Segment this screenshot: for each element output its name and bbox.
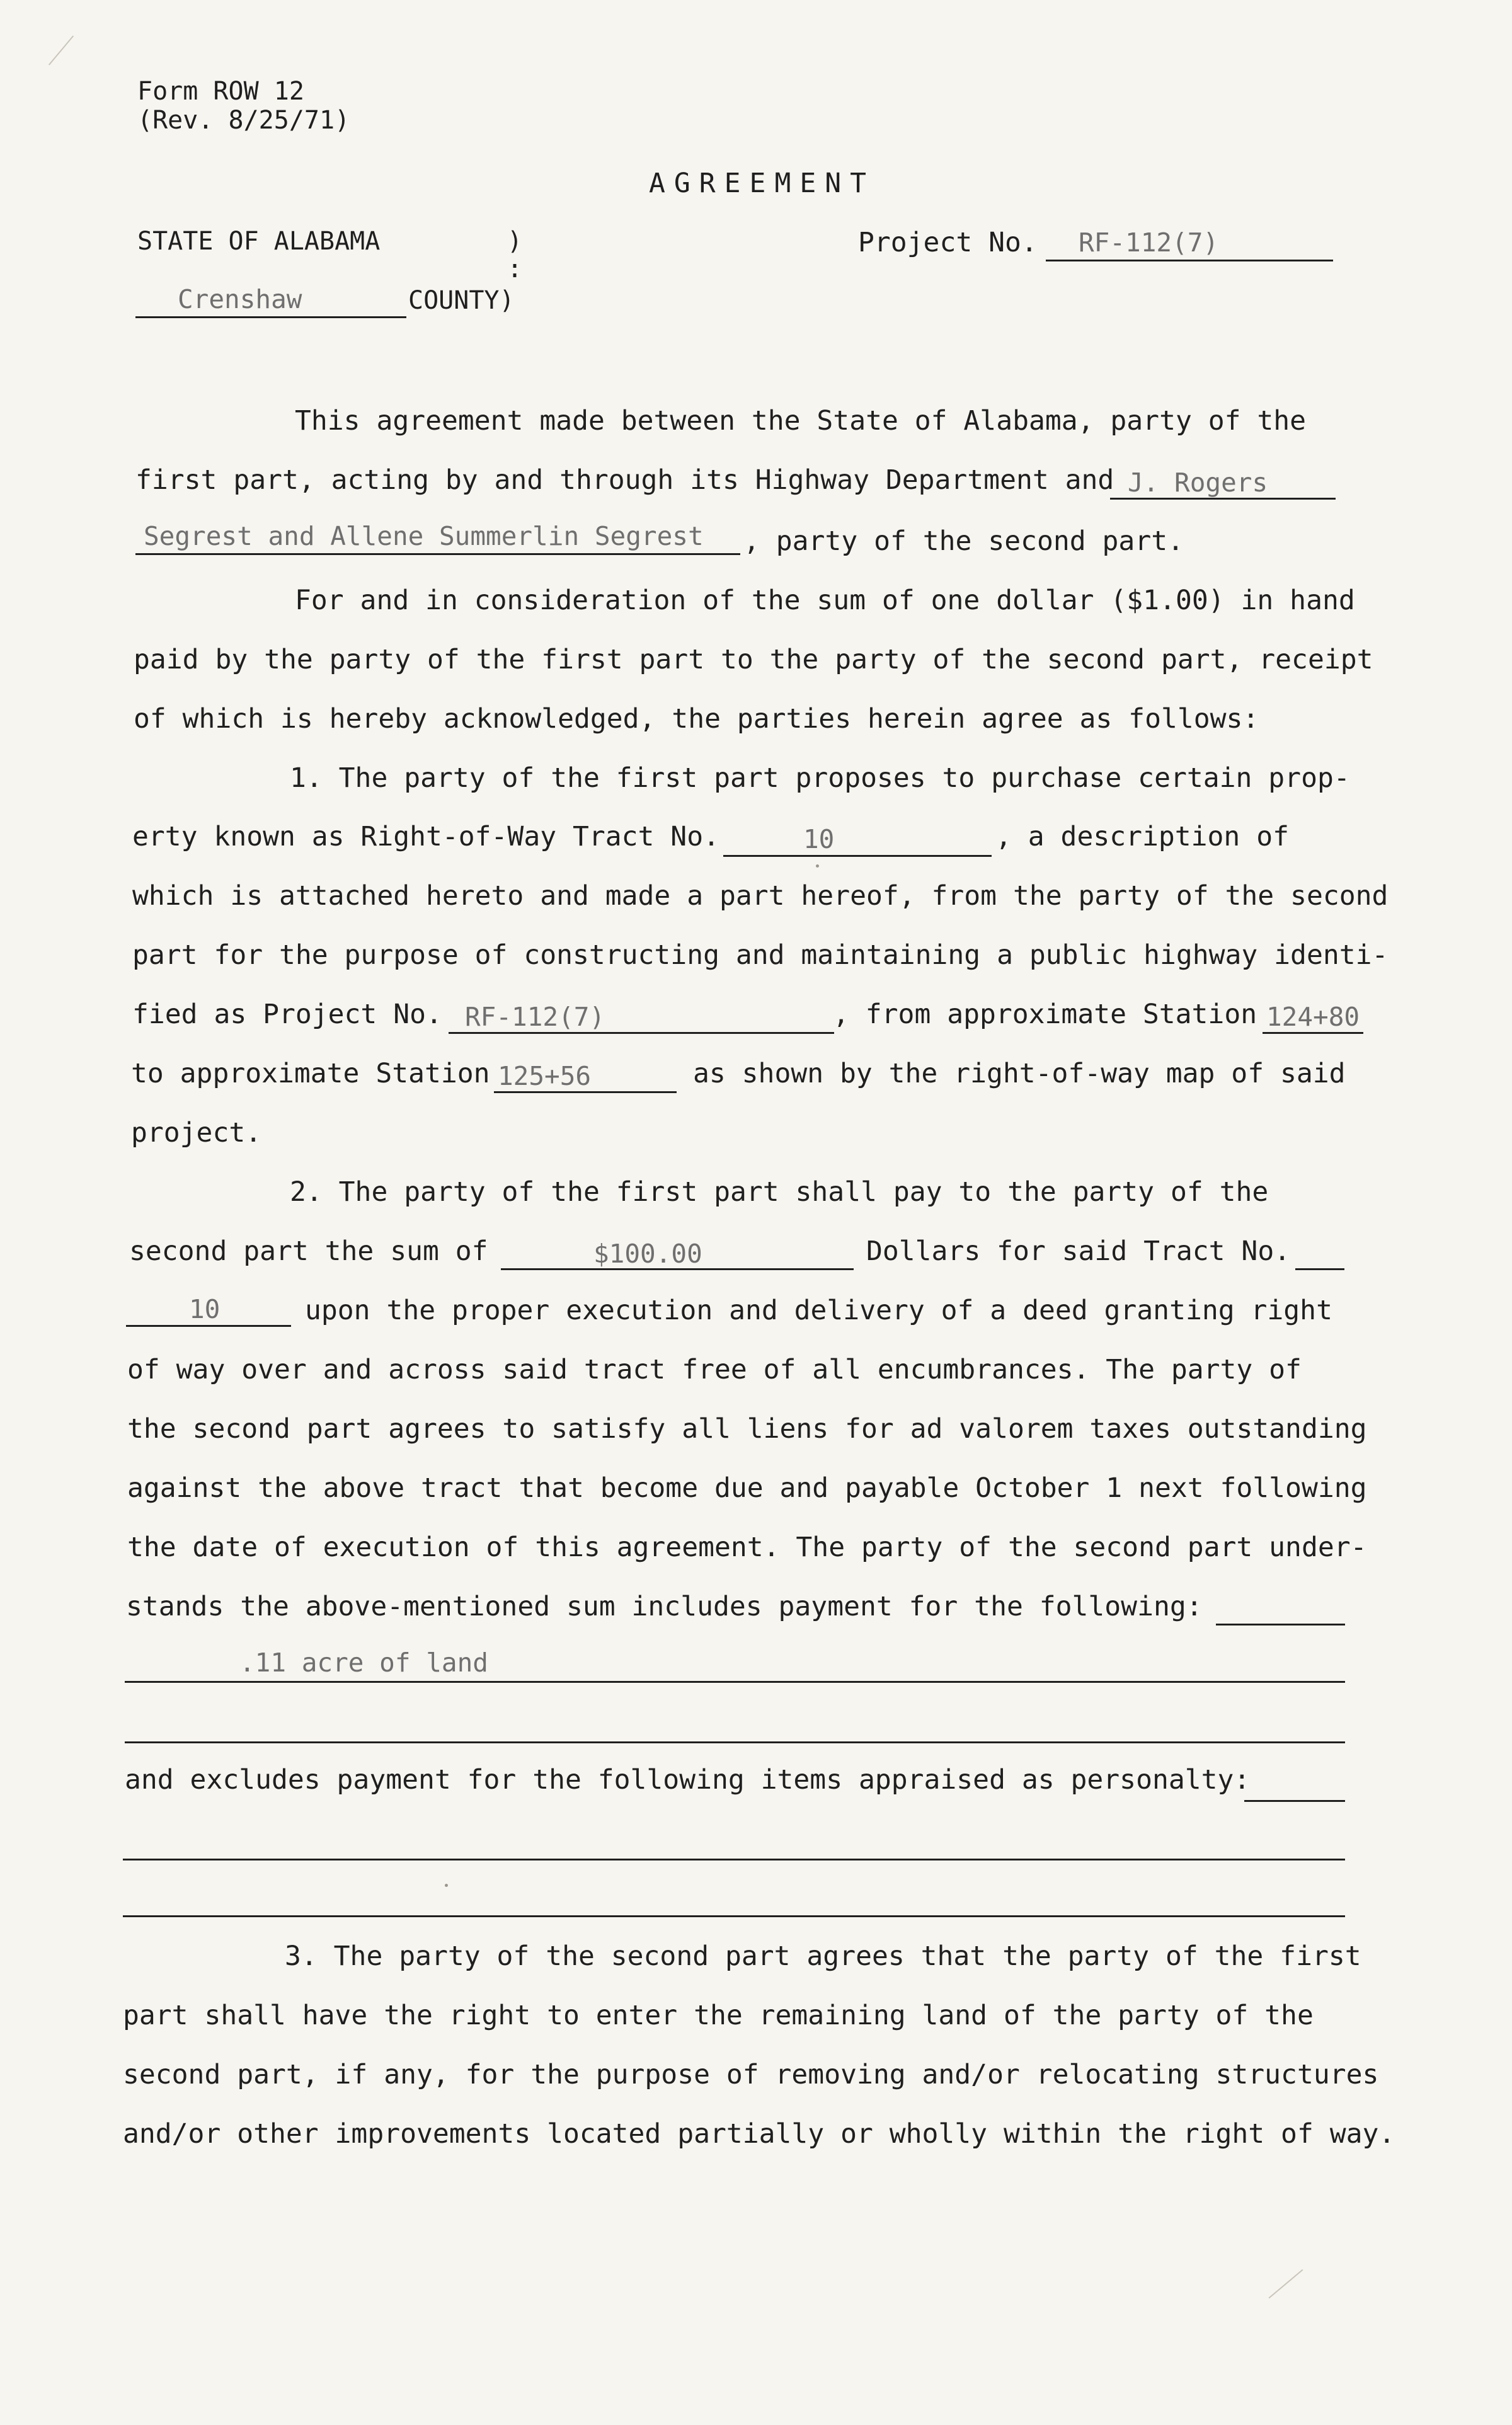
party-name-underline-1 <box>1110 498 1336 500</box>
consideration-line-1: For and in consideration of the sum of one dollar ($1.00) in hand <box>295 585 1355 616</box>
clause1-line-7: project. <box>131 1117 262 1149</box>
form-number: Form ROW 12 <box>137 77 304 106</box>
clause1-line-5a: fied as Project No. <box>132 999 442 1030</box>
clause2-line-9: and excludes payment for the following items appraised as personalty: <box>125 1764 1251 1796</box>
project-number: RF-112(7) <box>1079 227 1219 258</box>
tract-number: 10 <box>803 824 835 854</box>
excluded-items-line-1 <box>123 1859 1345 1860</box>
party-name-part-1: J. Rogers <box>1128 467 1268 498</box>
preamble-line-1: This agreement made between the State of Alabama, party of the <box>295 405 1307 437</box>
clause2-line-8: stands the above-mentioned sum includes payment for the following: <box>126 1591 1203 1622</box>
consideration-line-3: of which is hereby acknowledged, the parties herein agree as follows: <box>134 703 1259 735</box>
clause2-line-6: against the above tract that become due and payable October 1 next following <box>127 1472 1367 1504</box>
scan-mark <box>1269 2269 1303 2299</box>
tract-number-underline <box>723 855 992 857</box>
clause1-line-6a: to approximate Station <box>131 1058 490 1089</box>
station-to-underline <box>494 1091 677 1093</box>
clause2-tract-number: 10 <box>189 1294 220 1324</box>
county-name: Crenshaw <box>178 284 302 314</box>
included-items-line-2 <box>125 1741 1345 1743</box>
county-underline <box>135 316 406 318</box>
clause2-line-4: of way over and across said tract free of all encumbrances. The party of <box>127 1354 1302 1385</box>
clause2-tract-underline-2 <box>126 1325 291 1327</box>
county-label: COUNTY) <box>408 286 515 315</box>
clause1-line-2b: , a description of <box>995 821 1289 852</box>
clause3-line-1: 3. The party of the second part agrees that the party of the first <box>285 1941 1361 1972</box>
clause3-line-3: second part, if any, for the purpose of removing and/or relocating structures <box>123 2059 1379 2090</box>
station-from-underline <box>1263 1032 1363 1034</box>
clause3-line-2: part shall have the right to enter the remaining land of the party of the <box>123 2000 1314 2031</box>
clause1-line-6b: as shown by the right-of-way map of said <box>693 1058 1346 1089</box>
document-title: AGREEMENT <box>649 168 875 199</box>
clause1-line-5b: , from approximate Station <box>833 999 1257 1030</box>
scan-speck <box>816 864 819 868</box>
preamble-line-3: , party of the second part. <box>743 525 1184 557</box>
station-to: 125+56 <box>498 1061 592 1091</box>
consideration-line-2: paid by the party of the first part to the party of the second part, receipt <box>134 644 1373 675</box>
included-items-line-1 <box>125 1681 1345 1683</box>
clause1-line-2a: erty known as Right-of-Way Tract No. <box>132 821 719 852</box>
clause3-line-4: and/or other improvements located partially or wholly within the right of way. <box>123 2118 1395 2150</box>
clause1-line-4: part for the purpose of constructing and maintaining a public highway identi- <box>132 939 1389 971</box>
party-name-part-2: Segrest and Allene Summerlin Segrest <box>144 521 704 551</box>
payment-amount: $100.00 <box>593 1239 702 1269</box>
clause2-line-2a: second part the sum of <box>129 1235 488 1267</box>
clause1-line-1: 1. The party of the first part proposes to purchase certain prop- <box>290 762 1350 794</box>
station-from: 124+80 <box>1266 1002 1360 1032</box>
excluded-items-line-2 <box>123 1915 1345 1917</box>
preamble-line-2: first part, acting by and through its Highway Department and <box>135 464 1114 496</box>
project-label: Project No. <box>858 227 1038 258</box>
clause1-project-number: RF-112(7) <box>465 1002 605 1032</box>
included-items-lead-line <box>1216 1624 1345 1625</box>
clause2-line-1: 2. The party of the first part shall pay to the party of the <box>290 1176 1269 1208</box>
party-name-underline-2 <box>135 553 740 555</box>
clause2-line-7: the date of execution of this agreement. The party of the second part under- <box>127 1532 1367 1563</box>
venue-bracket: ) <box>507 227 523 256</box>
venue-colon: : <box>507 255 523 284</box>
scan-mark <box>49 35 74 65</box>
clause1-line-3: which is attached hereto and made a part hereof, from the party of the second <box>132 880 1389 912</box>
excluded-items-lead-line <box>1244 1800 1345 1802</box>
clause2-tract-underline-1 <box>1295 1268 1344 1270</box>
form-revision: (Rev. 8/25/71) <box>137 106 350 135</box>
clause1-project-underline <box>449 1032 834 1034</box>
clause2-line-5: the second part agrees to satisfy all liens for ad valorem taxes outstanding <box>127 1413 1367 1445</box>
clause2-line-3: upon the proper execution and delivery of a deed granting right <box>305 1295 1332 1326</box>
included-item: .11 acre of land <box>239 1648 488 1678</box>
state-label: STATE OF ALABAMA <box>137 227 381 256</box>
scan-speck <box>445 1884 448 1887</box>
clause2-line-2b: Dollars for said Tract No. <box>866 1235 1291 1267</box>
payment-amount-underline <box>501 1268 854 1270</box>
project-underline <box>1046 260 1333 261</box>
